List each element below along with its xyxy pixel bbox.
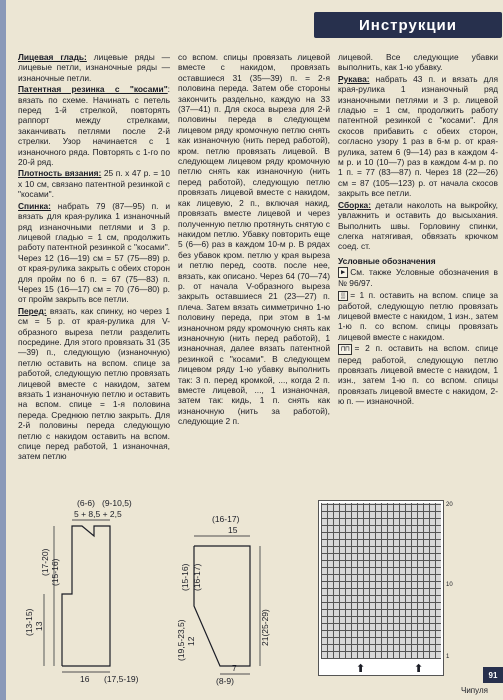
legend-item: ⊓⊓ = 2 п. оставить на вспом. спице перед работой, следующую петлю провязать лицевой вместе с накидом, 1 изн., затем 1-ю п. со вспом. спицы провязать лицевой вместе с накидом, 2-ю п. — изнаночной. <box>338 343 498 407</box>
text-column-2 <box>178 52 330 492</box>
page-title: Инструкции <box>314 12 502 38</box>
text-column-1 <box>18 52 170 492</box>
dim-arm-height-2: (17-20) <box>40 548 50 576</box>
chart-row-number: 20 <box>446 502 453 508</box>
paragraph: Сборка: детали наколоть на выкройку, увлажнить и оставить до высыхания. Выполнить швы. Горловину спинки, слегка натягивая, обвязать крючком соед. ст. <box>338 199 498 252</box>
stitch-chart <box>318 500 444 676</box>
sleeve-h1: (15-16) <box>180 563 190 591</box>
dim-width: 16 <box>80 674 90 684</box>
paragraph: Лицевая гладь: лицевые ряды — лицевые петли, изнаночные ряды — изнаночные петли. <box>18 52 170 83</box>
cable-right-icon: ⊓⊓ <box>338 344 352 355</box>
dim-total-height: (13-15) <box>24 608 34 636</box>
dim-arm-height: (15-16) <box>50 558 60 586</box>
paragraph: Плотность вязания: 25 п. х 47 р. = 10 х 10 см, связано патентной резинкой с "косами". <box>18 168 170 200</box>
chart-row-numbers <box>446 500 464 676</box>
sleeve-outline <box>194 546 250 666</box>
pattern-diagrams <box>12 496 312 686</box>
paragraph: Рукава: набрать 43 п. и вязать для края-рулика 1 изнаночный ряд изнаночными петлями и 3 р. лицевой гладью = 1 см, продолжить работу патентной резинкой с "косами". Для скосов прибавить с обеих сторон, согласно узору 1 раз в 6-м р. от края-рулика, затем 6 (9—14) раз в каждом 4-м р. и 10 (10—7) раз в каждом 4-м р. по 1 п. = 77 (83—87) п. Через 18 (22—26) см = 87 (105—123) р. от начала скосов закрыть все петли. <box>338 73 498 199</box>
sleeve-top: (16-17) <box>212 514 240 524</box>
paragraph: лицевой. Все следующие убавки выполнить, как 1-ю убавку. <box>338 52 498 73</box>
sleeve-bottom: 7 <box>232 663 237 673</box>
credit: Чипуля <box>461 686 488 695</box>
legend-title: Условные обозначения <box>338 255 436 266</box>
dim-lower-height: 13 <box>34 621 44 631</box>
legend-item: ▒ = 1 п. оставить на вспом. спице за работой, следующую петлю провязать лицевой вместе с накидом, 1 изн., затем 1-ю п. со вспом. спицы провязать лицевой вместе с накидом. <box>338 289 498 342</box>
sleeve-h3: (19,5-23,5) <box>176 619 186 661</box>
text-column-3 <box>338 52 498 492</box>
dim-shoulders: 5 + 8,5 + 2,5 <box>74 509 122 519</box>
arrow-up-icon: ⬆ <box>414 662 424 675</box>
sleeve-top-2: 15 <box>228 525 238 535</box>
stitch-grid <box>321 503 441 659</box>
sleeve-total: 21(25-29) <box>260 609 270 646</box>
paragraph: со вспом. спицы провязать лицевой вместе с накидом, провязать оставшиеся 31 (35—39) п. = 2-я половина переда. Затем обе стороны закончить раздельно, каждую на 33 (37—41) п. Для скоса выреза для 2-й половины переда в следующем лицевом ряду кромочную петлю снять как изнаночную (нить перед работой), кром. петлю провязать лицевой. В следующем лицевом ряду кромочную петлю снять как изнаночную (нить перед работой), следующую петлю провязать лицевой вместе с накидом, как лицевую, 2 п., включая накид, провязать вместе лицевой и через полученную петлю протянуть снятую с накидом петлю. Убавку повторить еще 5 (6—6) раз в каждом 10-м р. В рядах без убавок кром. петлю у края выреза и петлю перед, соотв. после нее, вязать, как описано. Через 64 (70—74) р. от начала V-образного выреза закрыть оставшиеся 21 (23—27) п. плеча. Затем вязать симметрично 1-ю половину переда, при этом в 1-м изнаночном ряду кромочную снять как изнаночную (нить перед работой), 1 изнаночная, далее вязать патентной резинкой с "косами". В следующем лицевом ряду 1-ю убавку выполнить так: 3 п. перед кромкой, ..., когда 2 п. вместе лицевой, ..., 1 изнаночная, затем так: кидь, 1 п. снять как изнаночную (нить за работой), следующие 2 п. <box>178 52 330 427</box>
arrow-up-icon: ⬆ <box>356 662 366 675</box>
sleeve-h2: (16-17) <box>192 563 202 591</box>
cable-left-icon: ▒ <box>338 291 348 301</box>
page-number: 91 <box>483 667 503 683</box>
paragraph: Перед: вязать, как спинку, но через 1 см = 5 р. от края-рулика для V-образного выреза петли разделить посредине. Для этого провязать 31 (35—39) п., следующую (изнаночную) петлю оставить на вспом. спице за работой, следующую петлю провязать лицевой вместе с накидом, затем вязать 1 изнаночную петлю и оставить на вспом. спице = 1-я половина переда. Среднюю петлю закрыть. Для 2-й половины переда следующую петлю с накидом оставить на вспом. спице перед работой, 1 изнаночная, затем петлю <box>18 305 170 462</box>
chart-row-number: 10 <box>446 581 453 588</box>
dim-neck: (6-6) <box>77 498 95 508</box>
arrow-icon: ▶ <box>338 267 348 278</box>
chart-row-number: 1 <box>446 653 450 660</box>
paragraph: Спинка: набрать 79 (87—95) п. и вязать для края-рулика 1 изнаночный ряд изнаночными петлями и 3 р. лицевой гладью = 1 см, продолжить работу патентной резинкой с "косами". Через 12 (16—19) см = 57 (75—89) р. от края-рулика закрыть с обеих сторон для пройм по 6 п. = 67 (75—83) п. Через 15 (16—17) см = 70 (76—80) р. от пройм закрыть все петли. <box>18 200 170 305</box>
paragraph: Патентная резинка с "косами": вязать по схеме. Начинать с петель перед 1-й стрелкой, повторять раппорт между стрелками, заканчивать петлями после 2-й стрелки. Узор начинается с 1 изнаночного ряда. Повторять с 1-го по 20-й ряд. <box>18 84 170 168</box>
dim-neck-2: (9-10,5) <box>102 498 132 508</box>
dim-width-2: (17,5-19) <box>104 674 139 684</box>
sleeve-bottom-2: (8-9) <box>216 676 234 686</box>
sleeve-h4: 12 <box>186 636 196 646</box>
legend-note: ▶ См. также Условные обозначения в № 96/97. <box>338 267 498 289</box>
back-outline <box>62 526 110 666</box>
